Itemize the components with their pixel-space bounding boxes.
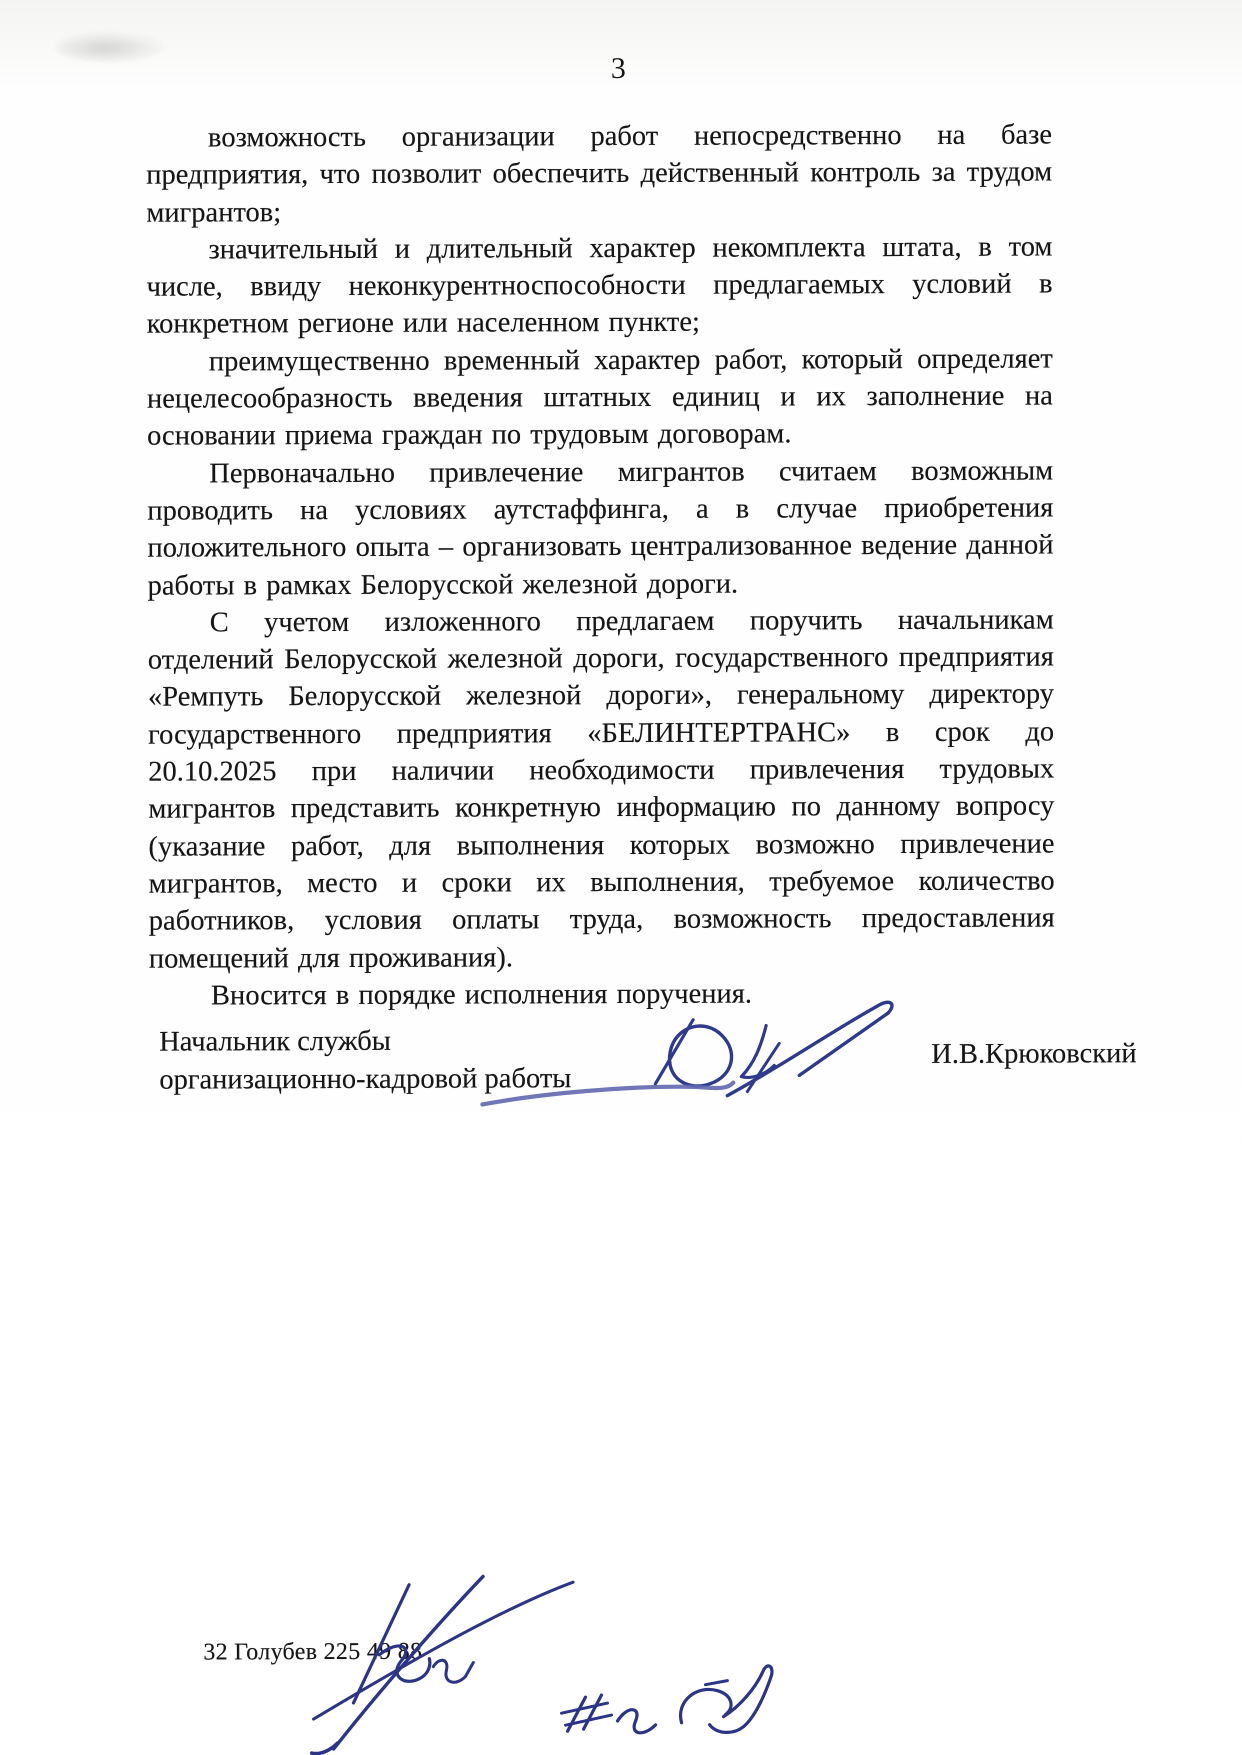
paragraph-outstaffing: Первоначально привлечение мигрантов считаем возможным проводить на условиях аутстаффинга, а в случае приобретения положительного опыта – организовать централизованное ведение данной работы в рамках Белорусской железной дороги. xyxy=(147,455,1054,602)
signer-name: И.В.Крюковский xyxy=(931,1038,1137,1070)
signer-position-line2: организационно-кадровой работы xyxy=(159,1062,572,1096)
paragraph-closing: Вносится в порядке исполнения поручения. xyxy=(210,978,752,1012)
paragraph-staff-shortage: значительный и длительный характер некомплекта штата, в том числе, ввиду неконкурентноспособности предлагаемых условий в конкретном регионе или населенном пункте; xyxy=(146,231,1053,341)
signature-ink xyxy=(479,981,919,1123)
document-body xyxy=(146,116,1055,1014)
executor-contact: 32 Голубев 225 49 88 xyxy=(203,1638,423,1666)
paragraph-possibility: возможность организации работ непосредственно на базе предприятия, что позволит обеспечить действенный контроль за трудом мигрантов; xyxy=(146,119,1053,229)
paragraph-temporary-work: преимущественно временный характер работ, который определяет нецелесообразность введения штатных единиц и их заполнение на основании приема граждан по трудовым договорам. xyxy=(146,343,1053,453)
page-number: 3 xyxy=(610,51,627,86)
handwritten-visa-ink xyxy=(555,1644,805,1750)
paragraph-proposal: С учетом изложенного предлагаем поручить начальникам отделений Белорусской железной дороги, государственного предприятия «Ремпуть Белорусской железной дороги», генеральному директору государственного предприятия «БЕЛИНТЕРТРАНС» в срок до 20.10.2025 при наличии необходимости привлечения трудовых мигрантов представить конкретную информацию по данному вопросу (указание работ, для выполнения которых возможно привлечение мигрантов, место и сроки их выполнения, требуемое количество работников, условия оплаты труда, возможность предоставления помещений для проживания). xyxy=(147,604,1055,975)
signer-position-line1: Начальник службы xyxy=(159,1025,391,1058)
